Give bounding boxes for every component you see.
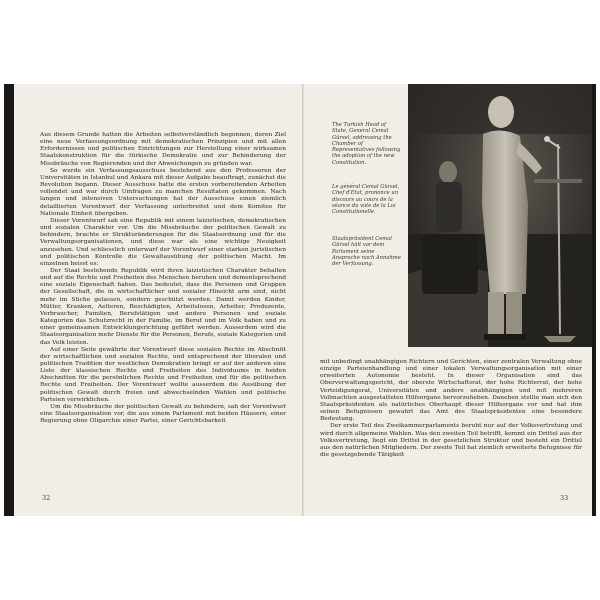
paragraph: Dieser Vorentwurf sah eine Republik mit einem laizistischen, demokratischen und sozialen Charakter vor. Um die Missbräuche der politischen Gewalt zu behindern, brachte er Strukturänderungen für die Staatsordnung und für die Verwaltungsorganisationen, und diese war als eine wichtige Neuigkeit anzusehen. Und schliesslich unterwarf der Vorentwurf einer starken juristischen und politischen Kontrolle die Gewaltausübung der politischen Macht. Im einzelnen heisst es: bbox=[40, 217, 286, 267]
right-page bbox=[304, 84, 592, 516]
photo-caption-english: The Turkish Head of State, General Cemal Gürsel, addressing the Chamber of Representatives following the adoption of the new Constitution. bbox=[332, 122, 401, 166]
paragraph: Auf einer Seite gewährte der Vorentwurf diese sozialen Rechte im Abschnitt der wirtschaftlichen und sozialen Rechte, und entsprechend der liberalen und politischen Tradition der westlichen Demokratien bringt er auf der anderen eine Liste der klassischen Rechte und Freiheiten des Individuums in beiden Abschnitten für die persönlichen Rechte und Freiheiten und für die politischen Rechte und Freiheiten. Der Vorentwurf wollte ausserdem die Ausübung der politischen Gewalt durch freien und abwechselnden Wahlen und politische Parteien verwirklichen. bbox=[40, 346, 286, 403]
paragraph: Aus diesem Grunde hatten die Arbeiten selbstverständlich begonnen, deren Ziel eine neue Verfassungsordnung mit demokratischen Prinzipien und mit allen Erfordernissen und politischen Einrichtungen zur Herstellung einer wirksamen Staatskonstruktion für die türkische Demokratie und zur Behinderung der Missbräuche von Regierenden und der Abweichungen zu gründen war. bbox=[40, 132, 286, 167]
paragraph: Um die Missbräuche der politischen Gewalt zu behindern, sah der Vorentwurf eine Staatsorganisation vor, die aus einem Parlament mit beiden Häusern, einer Regierung ohne Oligarchie einer Partei, einer Gerichtsbarkeit bbox=[40, 403, 286, 425]
speaker-photo-image bbox=[408, 84, 592, 347]
page-number: 33 bbox=[560, 494, 569, 502]
left-page-text bbox=[40, 132, 286, 425]
paragraph: Der erste Teil des Zweikammerparlaments beruht nur auf der Volksvertretung und wird durch allgemeine Wahlen. Was den zweiten Teil betrifft, kommt ein Drittel aus der Volksvertretung, liegt ein Drittel in der gesetzlichen Struktur und besteht ein Drittel aus den natürlichen Mitgliedern. Der zweite Teil hat ziemlich erweiterte Befugnisse für die gesetzgebende Tätigkeit bbox=[320, 423, 582, 459]
right-page-text bbox=[320, 359, 582, 459]
book-spread bbox=[4, 84, 596, 516]
photo-speaker-at-podium bbox=[408, 84, 592, 347]
photo-caption-german: Staatspräsident Cemal Gürsel hält vor dem Parlament seine Ansprache nach Annahme der Verfassung. bbox=[332, 236, 401, 268]
paragraph: Der Staat bestehende Republik wird ihren laizistischen Charakter behalten und auf die Rechte und Freiheiten des Menschen beruhen und dementsprechend eine soziale Eigenschaft haben. Das bedeutet, dass die Personen und Gruppen der Gesellschaft, die in wirtschaftlicher und sozialer Hinsicht arm sind, nicht mehr im Stiche gelassen, sondern geschützt werden. Damit werden Kinder, Mütter, Kranken, Aelteren, Beschädigten, Arbeitslosen, Arbeiter, Produzente, Verbraucher, Familien, Berufstätigen und andere Personen und soziale Kategorien das Schutzrecht in der Familie, im Beruf und im Volk haben und zu einer gemeinsamen Entwicklungsrichtung geführt werden. Ausserdem wird die Staatsorganisation mehr Dienste für die Personen, Berufe, soziale Kategorien und das Volk leisten. bbox=[40, 267, 286, 346]
paragraph: mit unbedingt unabhängigen Richtern und Gerichten, einer zentralen Verwaltung ohne einzige Parteienhandlung und einer lokalen Verwaltungsorganisation mit einer erweiterten Autonomie besteht. In dieser Organisation sind das Oberverwaltungsgericht, der oberste Wirtschaftsrat, der hohe Richterrat, der hohe Verteidigungsrat, Universitäten und andere unabhängigen und mit mehreren Vollmachten ausgestatteten Hilfsorgane hervorzuheben. Daneben stellte man sich den Staatspräsidenten als natürliches Oberhaupt dieser Hilfsorgane vor und hat ihm seinen Befugnissen gewahrt das Amt des Staatspräsidenten eine besondere Bedeutung. bbox=[320, 359, 582, 423]
page-number: 32 bbox=[42, 494, 51, 502]
photo-caption-french: Le général Cemal Gürsel, Chef d'Etat, prononce un discours au cours de la séance du vote de la Loi Constitutionelle. bbox=[332, 184, 400, 216]
paragraph: So wurde ein Verfassungsausschuss bestehend aus den Professoren der Universitäten in Istanbul und Ankara mit dieser Aufgabe beauftragt, zunächst die Revolution begann. Dieser Ausschuss hatte die ersten vorbereitenden Arbeiten vollendet und war durch Umfragen zu manchen Resultaten gekommen. Nach langen und intensiven Untersuchungen hat der Ausschuss einen ziemlich detaillierten Vorentwurf der Verfassung unterbreitet und dem Komitee für Nationale Einheit übergeben. bbox=[40, 167, 286, 217]
left-page bbox=[14, 84, 304, 516]
